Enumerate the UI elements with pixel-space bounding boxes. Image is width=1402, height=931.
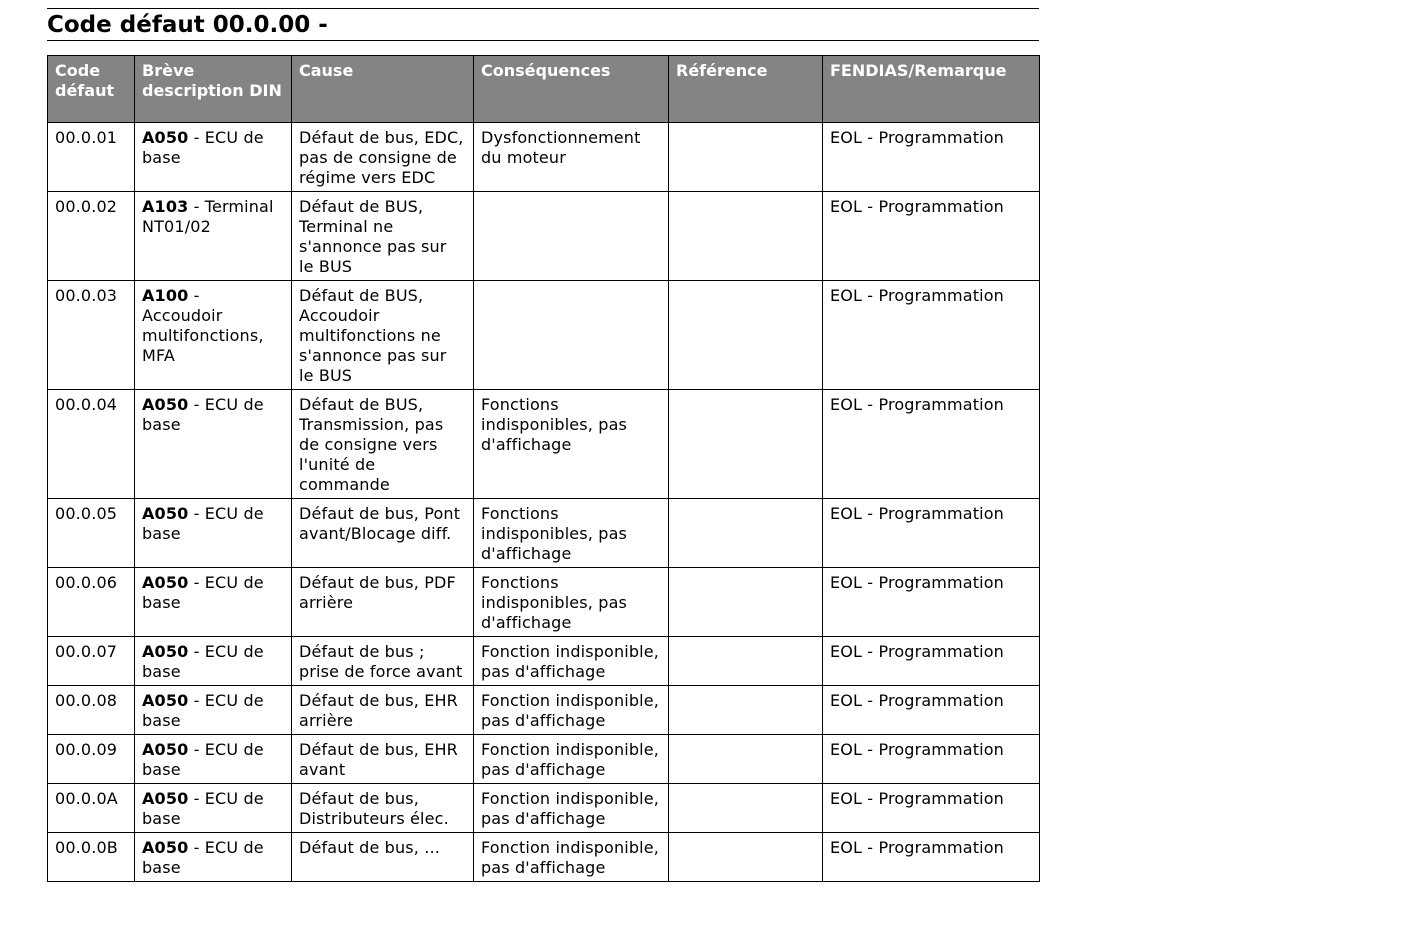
fault-code-cell: 00.0.02 [48,192,135,281]
table-row [48,568,1040,637]
table-header [48,56,1040,123]
document-page [47,8,1039,882]
consequence-cell [474,281,669,390]
din-code: A050 [142,128,189,147]
din-code: A050 [142,789,189,808]
remark-cell: EOL - Programmation [823,637,1040,686]
header-row [48,56,1040,123]
table-row [48,281,1040,390]
reference-cell [669,735,823,784]
reference-cell [669,499,823,568]
din-code: A050 [142,395,189,414]
title-bar [47,8,1039,41]
din-description-cell [135,568,292,637]
column-header-remark: FENDIAS/Remarque [823,56,1040,123]
fault-code-cell: 00.0.08 [48,686,135,735]
column-header-code: Code défaut [48,56,135,123]
din-description-cell [135,833,292,882]
din-description-cell [135,735,292,784]
column-header-din-description: Brève description DIN [135,56,292,123]
din-description-text: - ECU de base [142,504,264,543]
din-description-text: - ECU de base [142,789,264,828]
reference-cell [669,192,823,281]
din-description-cell [135,192,292,281]
reference-cell [669,123,823,192]
table-row [48,123,1040,192]
cause-cell: Défaut de bus, ... [292,833,474,882]
remark-cell: EOL - Programmation [823,833,1040,882]
cause-cell: Défaut de bus, EHR avant [292,735,474,784]
remark-cell: EOL - Programmation [823,784,1040,833]
consequence-cell: Fonction indisponible, pas d'affichage [474,784,669,833]
cause-cell: Défaut de bus, EDC, pas de consigne de régime vers EDC [292,123,474,192]
table-row [48,686,1040,735]
fault-code-cell: 00.0.04 [48,390,135,499]
consequence-cell: Fonctions indisponibles, pas d'affichage [474,568,669,637]
table-row [48,192,1040,281]
consequence-cell [474,192,669,281]
din-description-text: - Accoudoir multifonctions, MFA [142,286,264,365]
fault-code-cell: 00.0.0A [48,784,135,833]
remark-cell: EOL - Programmation [823,568,1040,637]
remark-cell: EOL - Programmation [823,499,1040,568]
column-header-cause: Cause [292,56,474,123]
cause-cell: Défaut de bus, PDF arrière [292,568,474,637]
din-code: A050 [142,573,189,592]
din-description-text: - ECU de base [142,395,264,434]
din-description-cell [135,281,292,390]
din-description-cell [135,390,292,499]
din-code: A050 [142,691,189,710]
consequence-cell: Fonction indisponible, pas d'affichage [474,735,669,784]
din-description-text: - ECU de base [142,838,264,877]
fault-code-cell: 00.0.06 [48,568,135,637]
reference-cell [669,686,823,735]
table-body [48,123,1040,882]
din-code: A050 [142,740,189,759]
fault-code-table [47,55,1040,882]
remark-cell: EOL - Programmation [823,192,1040,281]
din-description-text: - ECU de base [142,573,264,612]
column-header-consequences: Conséquences [474,56,669,123]
reference-cell [669,568,823,637]
din-code: A050 [142,642,189,661]
cause-cell: Défaut de bus, Distributeurs élec. [292,784,474,833]
din-description-text: - ECU de base [142,691,264,730]
table-row [48,735,1040,784]
fault-code-cell: 00.0.05 [48,499,135,568]
reference-cell [669,637,823,686]
remark-cell: EOL - Programmation [823,735,1040,784]
cause-cell: Défaut de bus ; prise de force avant [292,637,474,686]
reference-cell [669,833,823,882]
cause-cell: Défaut de BUS, Terminal ne s'annonce pas sur le BUS [292,192,474,281]
page-title: Code défaut 00.0.00 - [47,12,328,38]
table-row [48,390,1040,499]
cause-cell: Défaut de BUS, Transmission, pas de consigne vers l'unité de commande [292,390,474,499]
din-description-text: - ECU de base [142,740,264,779]
consequence-cell: Fonction indisponible, pas d'affichage [474,833,669,882]
reference-cell [669,281,823,390]
consequence-cell: Fonctions indisponibles, pas d'affichage [474,390,669,499]
din-description-text: - Terminal NT01/02 [142,197,274,236]
din-description-cell [135,784,292,833]
din-code: A050 [142,838,189,857]
din-code: A103 [142,197,189,216]
table-row [48,833,1040,882]
consequence-cell: Fonction indisponible, pas d'affichage [474,637,669,686]
fault-code-cell: 00.0.03 [48,281,135,390]
table-row [48,637,1040,686]
reference-cell [669,390,823,499]
din-description-text: - ECU de base [142,128,264,167]
consequence-cell: Dysfonctionnement du moteur [474,123,669,192]
cause-cell: Défaut de BUS, Accoudoir multifonctions ne s'annonce pas sur le BUS [292,281,474,390]
consequence-cell: Fonctions indisponibles, pas d'affichage [474,499,669,568]
din-code: A100 [142,286,189,305]
din-description-cell [135,499,292,568]
din-description-cell [135,686,292,735]
table-row [48,784,1040,833]
din-code: A050 [142,504,189,523]
remark-cell: EOL - Programmation [823,281,1040,390]
table-row [48,499,1040,568]
consequence-cell: Fonction indisponible, pas d'affichage [474,686,669,735]
din-description-text: - ECU de base [142,642,264,681]
cause-cell: Défaut de bus, Pont avant/Blocage diff. [292,499,474,568]
remark-cell: EOL - Programmation [823,123,1040,192]
cause-cell: Défaut de bus, EHR arrière [292,686,474,735]
din-description-cell [135,123,292,192]
fault-code-cell: 00.0.01 [48,123,135,192]
column-header-reference: Référence [669,56,823,123]
fault-code-cell: 00.0.0B [48,833,135,882]
fault-code-cell: 00.0.09 [48,735,135,784]
reference-cell [669,784,823,833]
remark-cell: EOL - Programmation [823,686,1040,735]
din-description-cell [135,637,292,686]
remark-cell: EOL - Programmation [823,390,1040,499]
fault-code-cell: 00.0.07 [48,637,135,686]
